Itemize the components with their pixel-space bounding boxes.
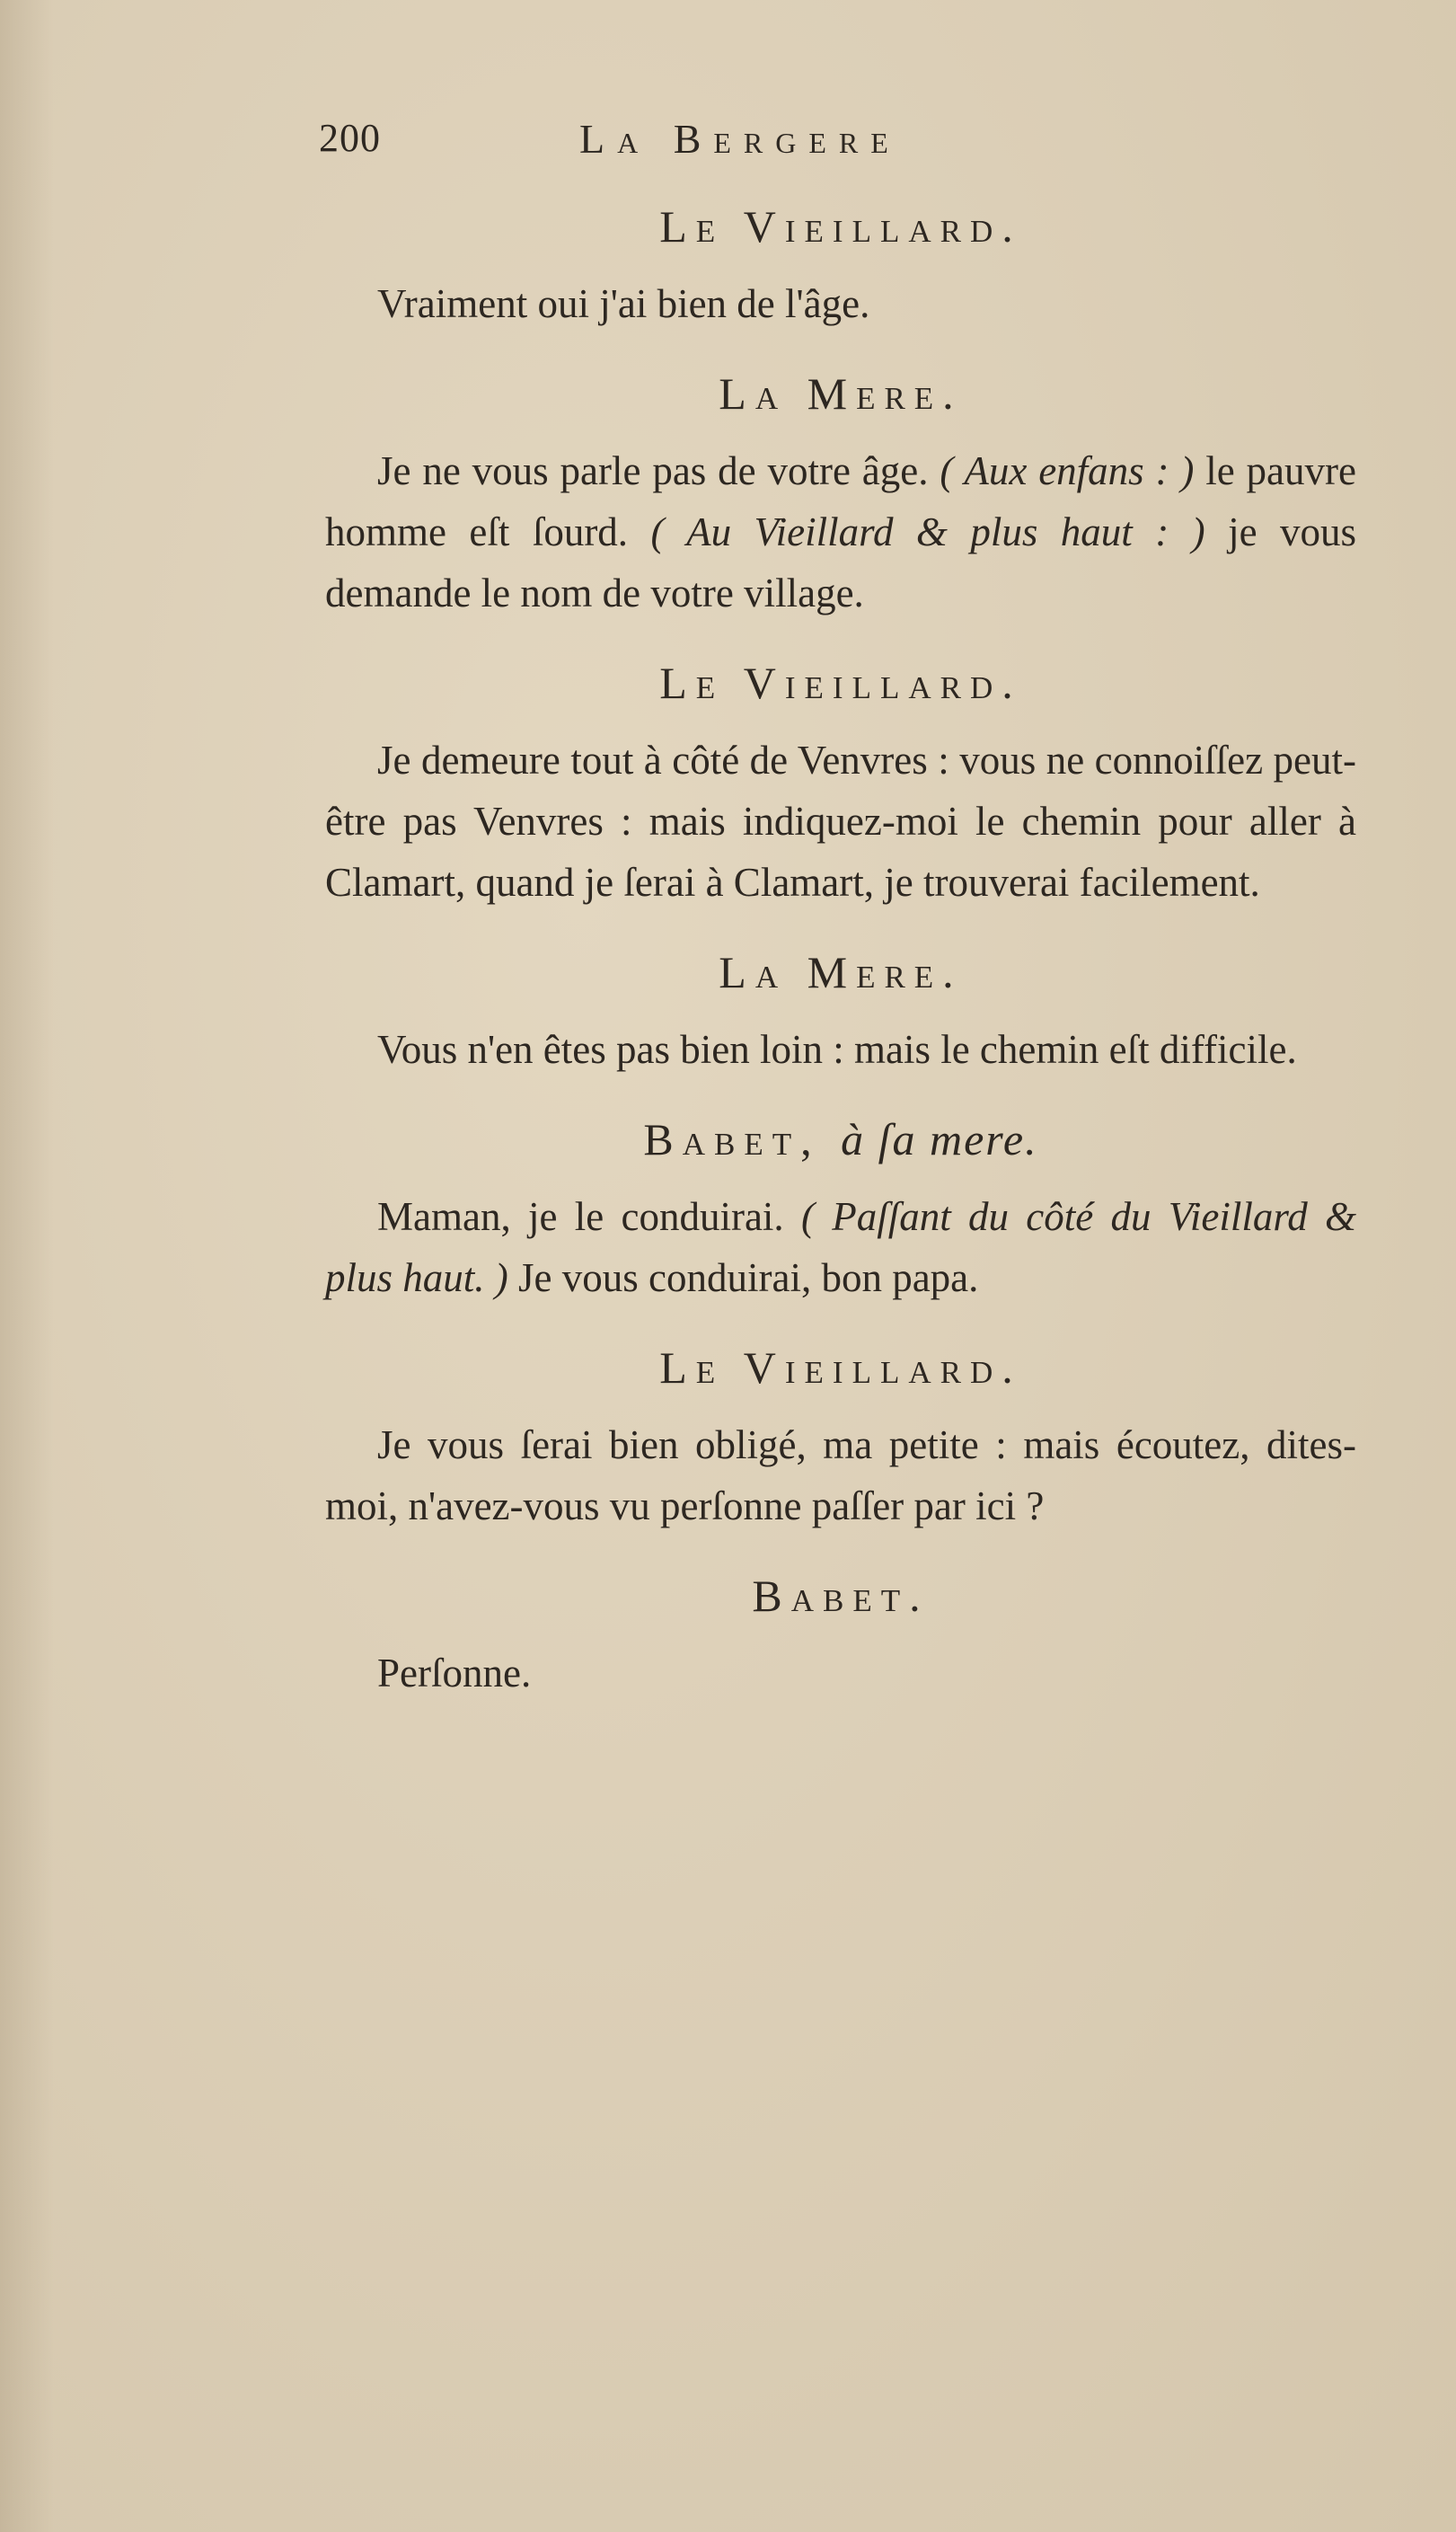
speech-paragraph: Je demeure tout à côté de Venvres : vous ne connoiſſez peut-être pas Venvres : mais indiquez-moi le chemin pour aller à Clamart, quand je ſerai à Clamart, je trouverai facilement.: [325, 738, 1356, 905]
speech-text: Je vous conduirai, bon papa.: [507, 1255, 979, 1300]
speech-paragraph: Je vous ſerai bien obligé, ma petite : mais écoutez, dites-moi, n'avez-vous vu perſonne paſſer par ici ?: [325, 1422, 1356, 1528]
speaker-heading: La Mere.: [719, 947, 963, 997]
dialogue-text: [325, 180, 1356, 1716]
stage-direction: ( Au Vieillard & plus haut : ): [650, 509, 1205, 554]
page-number: 200: [319, 116, 381, 160]
speech-text: Maman, je le conduirai.: [377, 1194, 801, 1239]
speaker-heading: Le Vieillard.: [659, 658, 1022, 708]
speaker-heading: [325, 1093, 1356, 1186]
page-header: [319, 115, 1348, 169]
speech-paragraph: Vraiment oui j'ai bien de l'âge.: [377, 281, 870, 326]
stage-direction: à ſa mere.: [841, 1114, 1038, 1164]
speaker-name: Babet,: [643, 1114, 821, 1164]
speech-text: je vous demande le nom de votre village.: [325, 509, 1356, 615]
stage-direction: ( Paſſant du côté du Vieillard & plus haut. ): [325, 1194, 1356, 1300]
running-title: La Bergere: [579, 116, 901, 162]
speech-paragraph: Vous n'en êtes pas bien loin : mais le chemin eſt difficile.: [377, 1027, 1297, 1072]
speech-paragraph: [325, 1186, 1356, 1308]
speaker-heading: Le Vieillard.: [659, 201, 1022, 252]
speaker-heading: Babet.: [752, 1571, 930, 1621]
speech-paragraph: Perſonne.: [377, 1651, 532, 1695]
stage-direction: ( Aux enfans : ): [940, 448, 1195, 493]
speaker-heading: Le Vieillard.: [659, 1342, 1022, 1393]
speech-text: Je ne vous parle pas de votre âge.: [377, 448, 940, 493]
speech-paragraph: [325, 440, 1356, 624]
speaker-heading: La Mere.: [719, 368, 963, 419]
speech-text: le pauvre homme eſt ſourd.: [325, 448, 1356, 554]
